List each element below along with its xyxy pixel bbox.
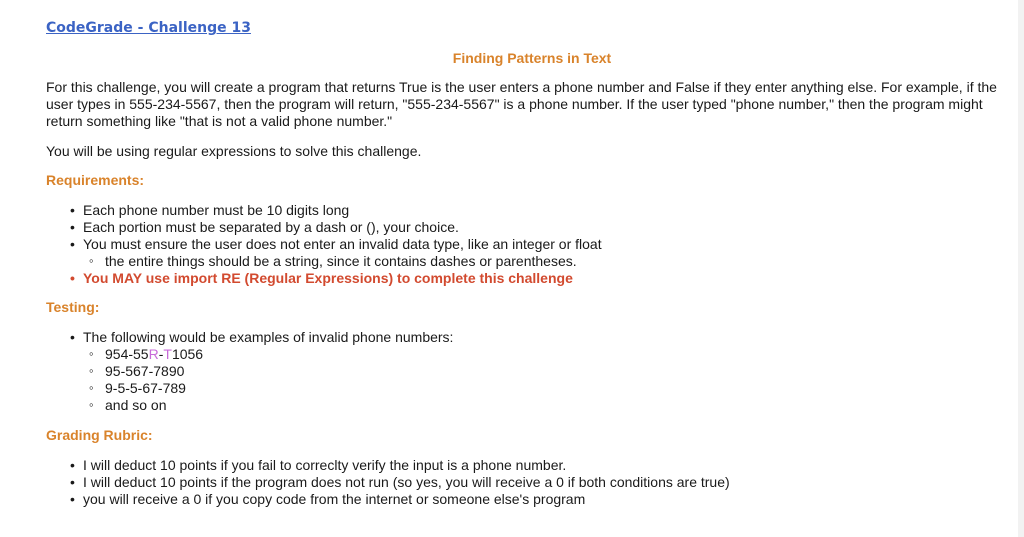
list-item: • Each phone number must be 10 digits long — [64, 202, 602, 219]
example-part: - — [158, 346, 164, 362]
intro-paragraph: For this challenge, you will create a program that returns True is the user enters a phone number and False if they enter anything else. For example, if the user types in 555-234-5567, then the program will return, "555-234-5567" is a phone number. If the user typed "phone number," then the program might return something like "that is not a valid phone number." — [46, 79, 997, 129]
rubric-heading: Grading Rubric: — [46, 427, 153, 443]
requirements-sublist — [83, 253, 602, 270]
example-part: 954-55 — [105, 346, 149, 362]
testing-sublist — [83, 346, 453, 414]
list-item: • I will deduct 10 points if the program does not run (so yes, you will receive a 0 if both conditions are true) — [64, 474, 730, 491]
sublist-item: ◦ the entire things should be a string, since it contains dashes or parentheses. — [83, 253, 602, 270]
sublist-item: ◦ and so on — [83, 397, 453, 414]
list-item: • Each portion must be separated by a dash or (), your choice. — [64, 219, 602, 236]
list-item — [64, 329, 453, 414]
requirements-heading: Requirements: — [46, 172, 145, 188]
sublist-item: ◦ 9-5-5-67-789 — [83, 380, 453, 397]
rubric-list — [64, 457, 730, 508]
regex-paragraph: You will be using regular expressions to solve this challenge. — [46, 143, 422, 159]
sublist-item: ◦ 95-567-7890 — [83, 363, 453, 380]
requirements-list — [64, 202, 602, 287]
list-item: • You MAY use import RE (Regular Expressions) to complete this challenge — [64, 270, 602, 287]
example-part: 1056 — [171, 346, 204, 362]
page-heading: Finding Patterns in Text — [452, 50, 612, 66]
challenge-title-link[interactable]: CodeGrade - Challenge 13 — [46, 20, 251, 36]
testing-list — [64, 329, 453, 414]
example-highlight-r: R — [148, 346, 159, 362]
testing-heading: Testing: — [46, 299, 100, 315]
list-item-text: The following would be examples of invalid phone numbers: — [83, 329, 454, 345]
list-item: • you will receive a 0 if you copy code from the internet or someone else's program — [64, 491, 730, 508]
list-item-text: You must ensure the user does not enter an invalid data type, like an integer or float — [83, 236, 602, 252]
sublist-item — [83, 346, 453, 363]
list-item: • I will deduct 10 points if you fail to correclty verify the input is a phone number. — [64, 457, 730, 474]
example-highlight-t: T — [163, 346, 172, 362]
list-item — [64, 236, 602, 270]
